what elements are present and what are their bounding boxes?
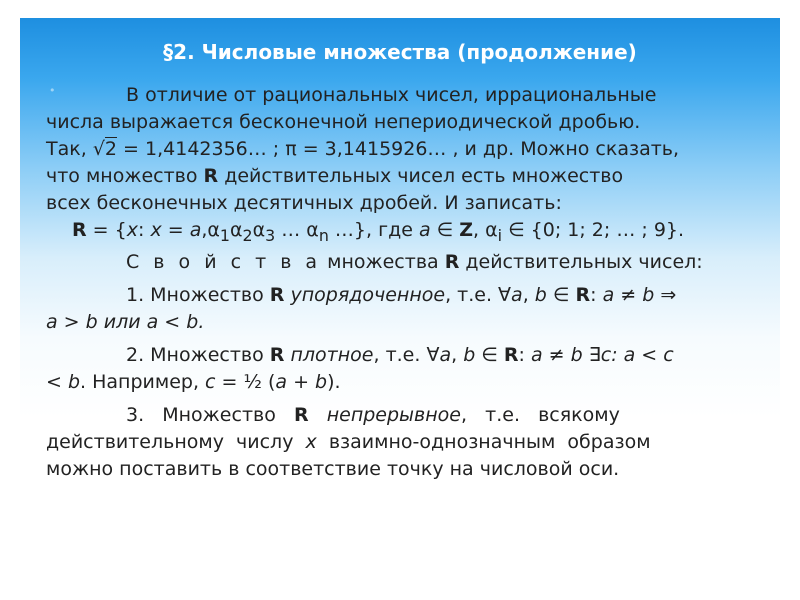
var-c: c xyxy=(600,343,612,366)
set-R: R xyxy=(269,283,285,306)
item-2-line-2 xyxy=(46,369,756,396)
text: ∈ {0; 1; 2; … ; 9}. xyxy=(502,219,685,241)
var-a: a xyxy=(275,370,288,393)
set-R: R xyxy=(293,403,309,426)
set-R: R xyxy=(503,343,519,366)
subscript: 2 xyxy=(242,225,253,245)
text: + xyxy=(287,370,316,393)
text: действительных чисел: xyxy=(459,250,703,273)
spaced-word: С в о й с т в а xyxy=(126,250,322,273)
text: , т.е. ∀ xyxy=(445,283,512,306)
var-a: a xyxy=(189,219,202,241)
bullet-icon: • xyxy=(49,84,56,97)
text: ∈ xyxy=(430,219,460,241)
paragraph-1-line-4 xyxy=(46,163,756,190)
text: ∈ xyxy=(546,283,576,306)
text: = xyxy=(161,219,190,241)
var-b: b xyxy=(315,370,328,393)
item-3-line-2 xyxy=(46,429,756,456)
formula-line xyxy=(46,217,756,249)
var-b: b xyxy=(534,283,547,306)
item-2-line-1 xyxy=(46,342,756,369)
var-b: b xyxy=(67,370,81,393)
text: ,α xyxy=(201,219,220,241)
subscript: 3 xyxy=(265,225,276,245)
text: , α xyxy=(473,219,498,241)
var-a: a xyxy=(511,283,523,306)
var-a: a xyxy=(418,219,431,241)
slide xyxy=(20,18,780,584)
item-3-line-1 xyxy=(46,402,756,429)
text: , т.е. всякому xyxy=(461,403,620,426)
text: = ½ ( xyxy=(215,370,276,393)
var-x: x xyxy=(305,430,317,453)
text: < xyxy=(46,370,68,393)
sqrt-radicand: 2 xyxy=(104,138,118,160)
subscript: i xyxy=(497,225,503,245)
paragraph-1-line-3 xyxy=(46,136,756,163)
text: , т.е. ∀ xyxy=(373,343,440,366)
text: : xyxy=(518,343,531,366)
text: , xyxy=(451,343,464,366)
set-R: R xyxy=(575,283,591,306)
text: . Например, xyxy=(80,370,206,393)
text: : xyxy=(137,219,151,241)
paragraph-1-line-1 xyxy=(46,82,756,109)
text: Так, xyxy=(46,138,93,160)
paragraph-1-line-5: всех бесконечных десятичных дробей. И записать: xyxy=(46,192,562,214)
slide-title: §2. Числовые множества (продолжение) xyxy=(163,40,637,64)
text: …}, где xyxy=(328,219,419,241)
set-R: R xyxy=(72,219,87,241)
var-x: x xyxy=(150,219,162,241)
term: упорядоченное xyxy=(284,283,446,306)
text: множества xyxy=(321,250,445,273)
text: 3. Множество xyxy=(126,403,294,426)
text: = 1,4142356… ; π = 3,1415926… , и др. Можно сказать, xyxy=(117,138,680,160)
item-1-line-2 xyxy=(46,309,756,336)
set-R: R xyxy=(269,343,285,366)
term: непрерывное xyxy=(308,403,461,426)
text: действительных чисел есть множество xyxy=(218,165,624,187)
text: a > b или a < b. xyxy=(46,310,205,333)
set-R: R xyxy=(203,165,219,187)
text: В отличие от рациональных чисел, иррациональные xyxy=(126,84,657,106)
text: действительному числу xyxy=(46,430,306,453)
condition: : a < c xyxy=(611,343,674,366)
var-x: x xyxy=(126,219,138,241)
text: … α xyxy=(275,219,319,241)
text: 1. Множество xyxy=(126,283,270,306)
text: : xyxy=(590,283,603,306)
var-c: c xyxy=(205,370,216,393)
set-Z: Z xyxy=(459,219,474,241)
sqrt-symbol: √ xyxy=(92,138,105,160)
item-3-line-3: можно поставить в соответствие точку на числовой оси. xyxy=(46,457,620,480)
paragraph-1-line-2: числа выражается бесконечной непериодической дробью. xyxy=(46,111,641,133)
text: ∈ xyxy=(475,343,504,366)
properties-heading xyxy=(46,249,756,276)
item-1-line-1 xyxy=(46,282,756,309)
text: что множество xyxy=(46,165,204,187)
condition: a ≠ b xyxy=(602,283,655,306)
term: плотное xyxy=(284,343,374,366)
text: ). xyxy=(327,370,341,393)
text: = { xyxy=(86,219,127,241)
var-a: a xyxy=(439,343,452,366)
var-b: b xyxy=(463,343,476,366)
text: 2. Множество xyxy=(126,343,270,366)
slide-body xyxy=(46,82,756,483)
text: α xyxy=(230,219,243,241)
text: α xyxy=(252,219,266,241)
implies-icon: ⇒ xyxy=(654,283,677,306)
text: взаимно-однозначным образом xyxy=(316,430,651,453)
text: , xyxy=(522,283,535,306)
condition: a ≠ b xyxy=(530,343,583,366)
set-R: R xyxy=(444,250,460,273)
subscript: n xyxy=(318,225,329,245)
exists-icon: ∃ xyxy=(582,343,601,366)
subscript: 1 xyxy=(219,225,230,245)
